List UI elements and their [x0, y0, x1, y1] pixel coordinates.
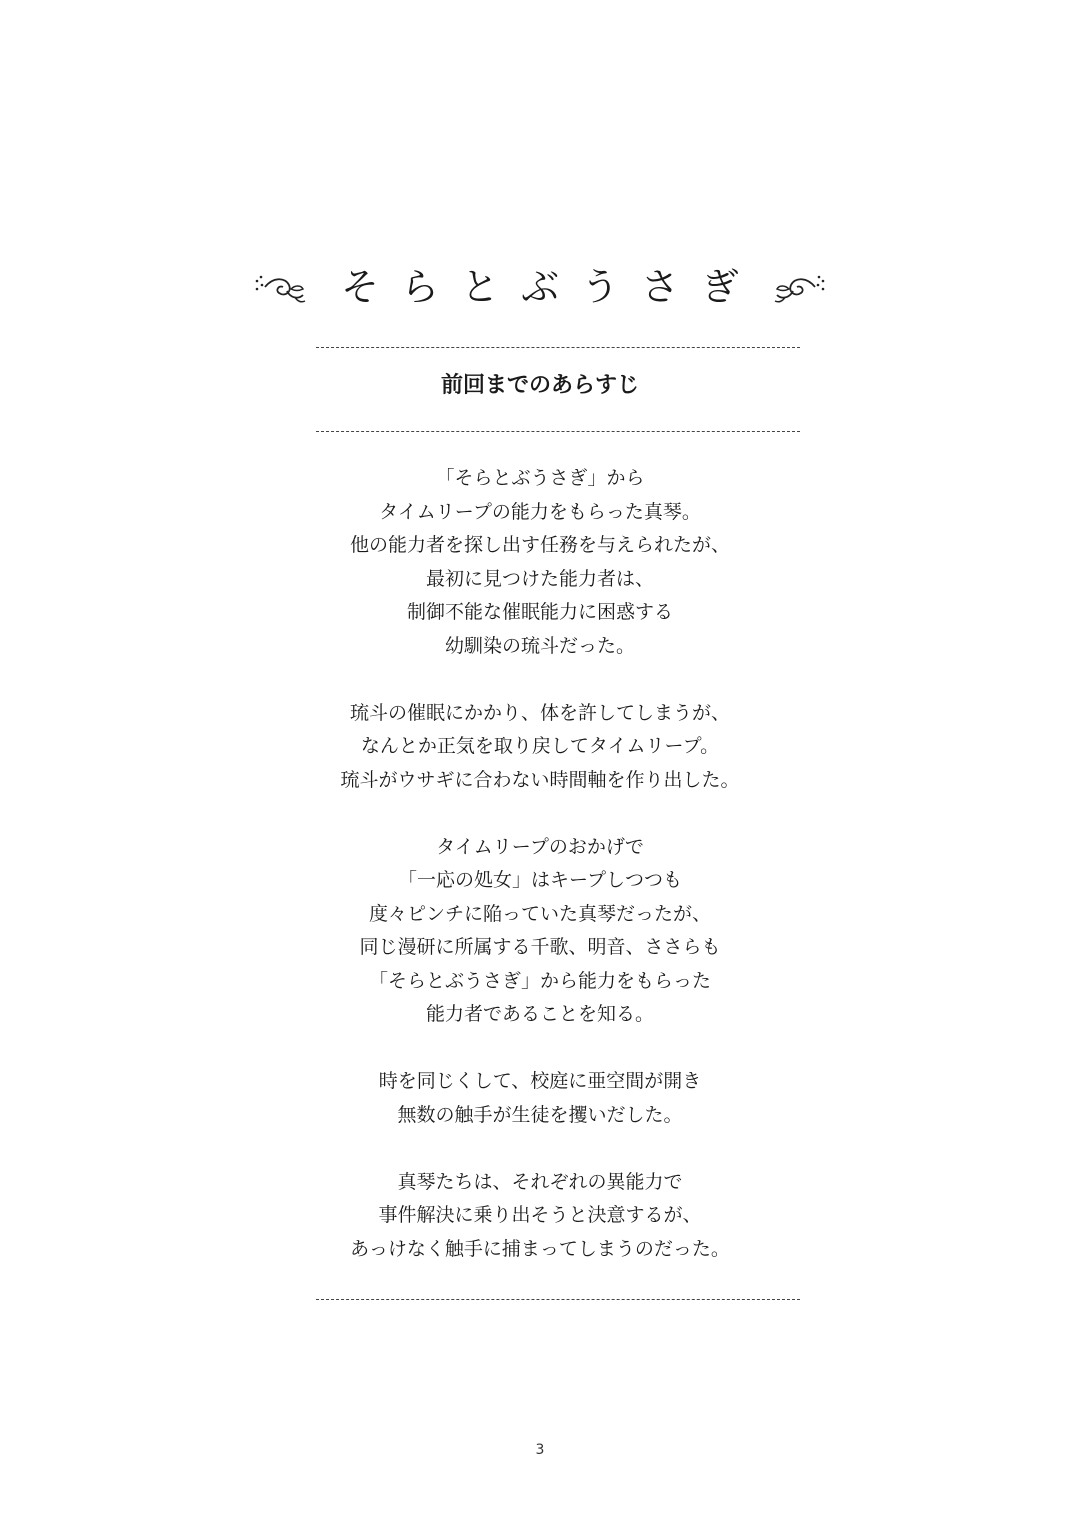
- synopsis-paragraph: [0, 1166, 1080, 1267]
- synopsis-line: 時を同じくして、校庭に亜空間が開き: [378, 1070, 702, 1092]
- page-title: そらとぶうさぎ: [340, 265, 761, 309]
- synopsis-paragraph: [0, 1065, 1080, 1132]
- leaf-flourish-icon: [773, 267, 829, 307]
- synopsis-line: 真琴たちは、それぞれの異能力で: [397, 1170, 683, 1193]
- synopsis-line: 他の能力者を探し出す任務を与えられたが、: [349, 534, 730, 556]
- synopsis-line: 幼馴染の琉斗だった。: [444, 634, 635, 657]
- synopsis-line: 度々ピンチに陥っていた真琴だったが、: [368, 902, 711, 925]
- synopsis-line: 最初に見つけた能力者は、: [425, 567, 654, 590]
- synopsis-line: 琉斗の催眠にかかり、体を許してしまうが、: [349, 701, 730, 724]
- leaf-flourish-icon: [251, 267, 307, 307]
- synopsis-line: 能力者であることを知る。: [425, 1003, 654, 1025]
- synopsis-line: 同じ漫研に所属する千歌、明音、ささらも: [359, 936, 721, 958]
- synopsis-line: 事件解決に乗り出そうと決意するが、: [378, 1204, 702, 1226]
- synopsis-line: 無数の触手が生徒を攫いだした。: [397, 1103, 683, 1126]
- page-number: 3: [535, 1442, 545, 1458]
- synopsis-line: なんとか正気を取り戻してタイムリープ。: [360, 735, 720, 757]
- synopsis-paragraph: [0, 831, 1080, 1032]
- synopsis-line: タイムリープの能力をもらった真琴。: [379, 500, 701, 523]
- synopsis-line: あっけなく触手に捕まってしまうのだった。: [350, 1237, 730, 1260]
- synopsis-text: [0, 462, 1080, 1300]
- title-row: [0, 255, 1080, 319]
- synopsis-line: タイムリープのおかげで: [436, 835, 644, 858]
- dashed-divider: [316, 347, 800, 348]
- synopsis-line: 制御不能な催眠能力に困惑する: [406, 601, 673, 623]
- synopsis-line: 「そらとぶうさぎ」から: [435, 467, 645, 489]
- synopsis-paragraph: [0, 462, 1080, 663]
- synopsis-line: 「そらとぶうさぎ」から能力をもらった: [368, 969, 711, 992]
- synopsis-paragraph: [0, 697, 1080, 798]
- dashed-divider: [316, 431, 800, 432]
- section-heading: 前回までのあらすじ: [440, 373, 639, 398]
- dashed-divider: [316, 1299, 800, 1300]
- synopsis-line: 「一応の処女」はキープしつつも: [397, 869, 683, 891]
- synopsis-line: 琉斗がウサギに合わない時間軸を作り出した。: [340, 768, 740, 791]
